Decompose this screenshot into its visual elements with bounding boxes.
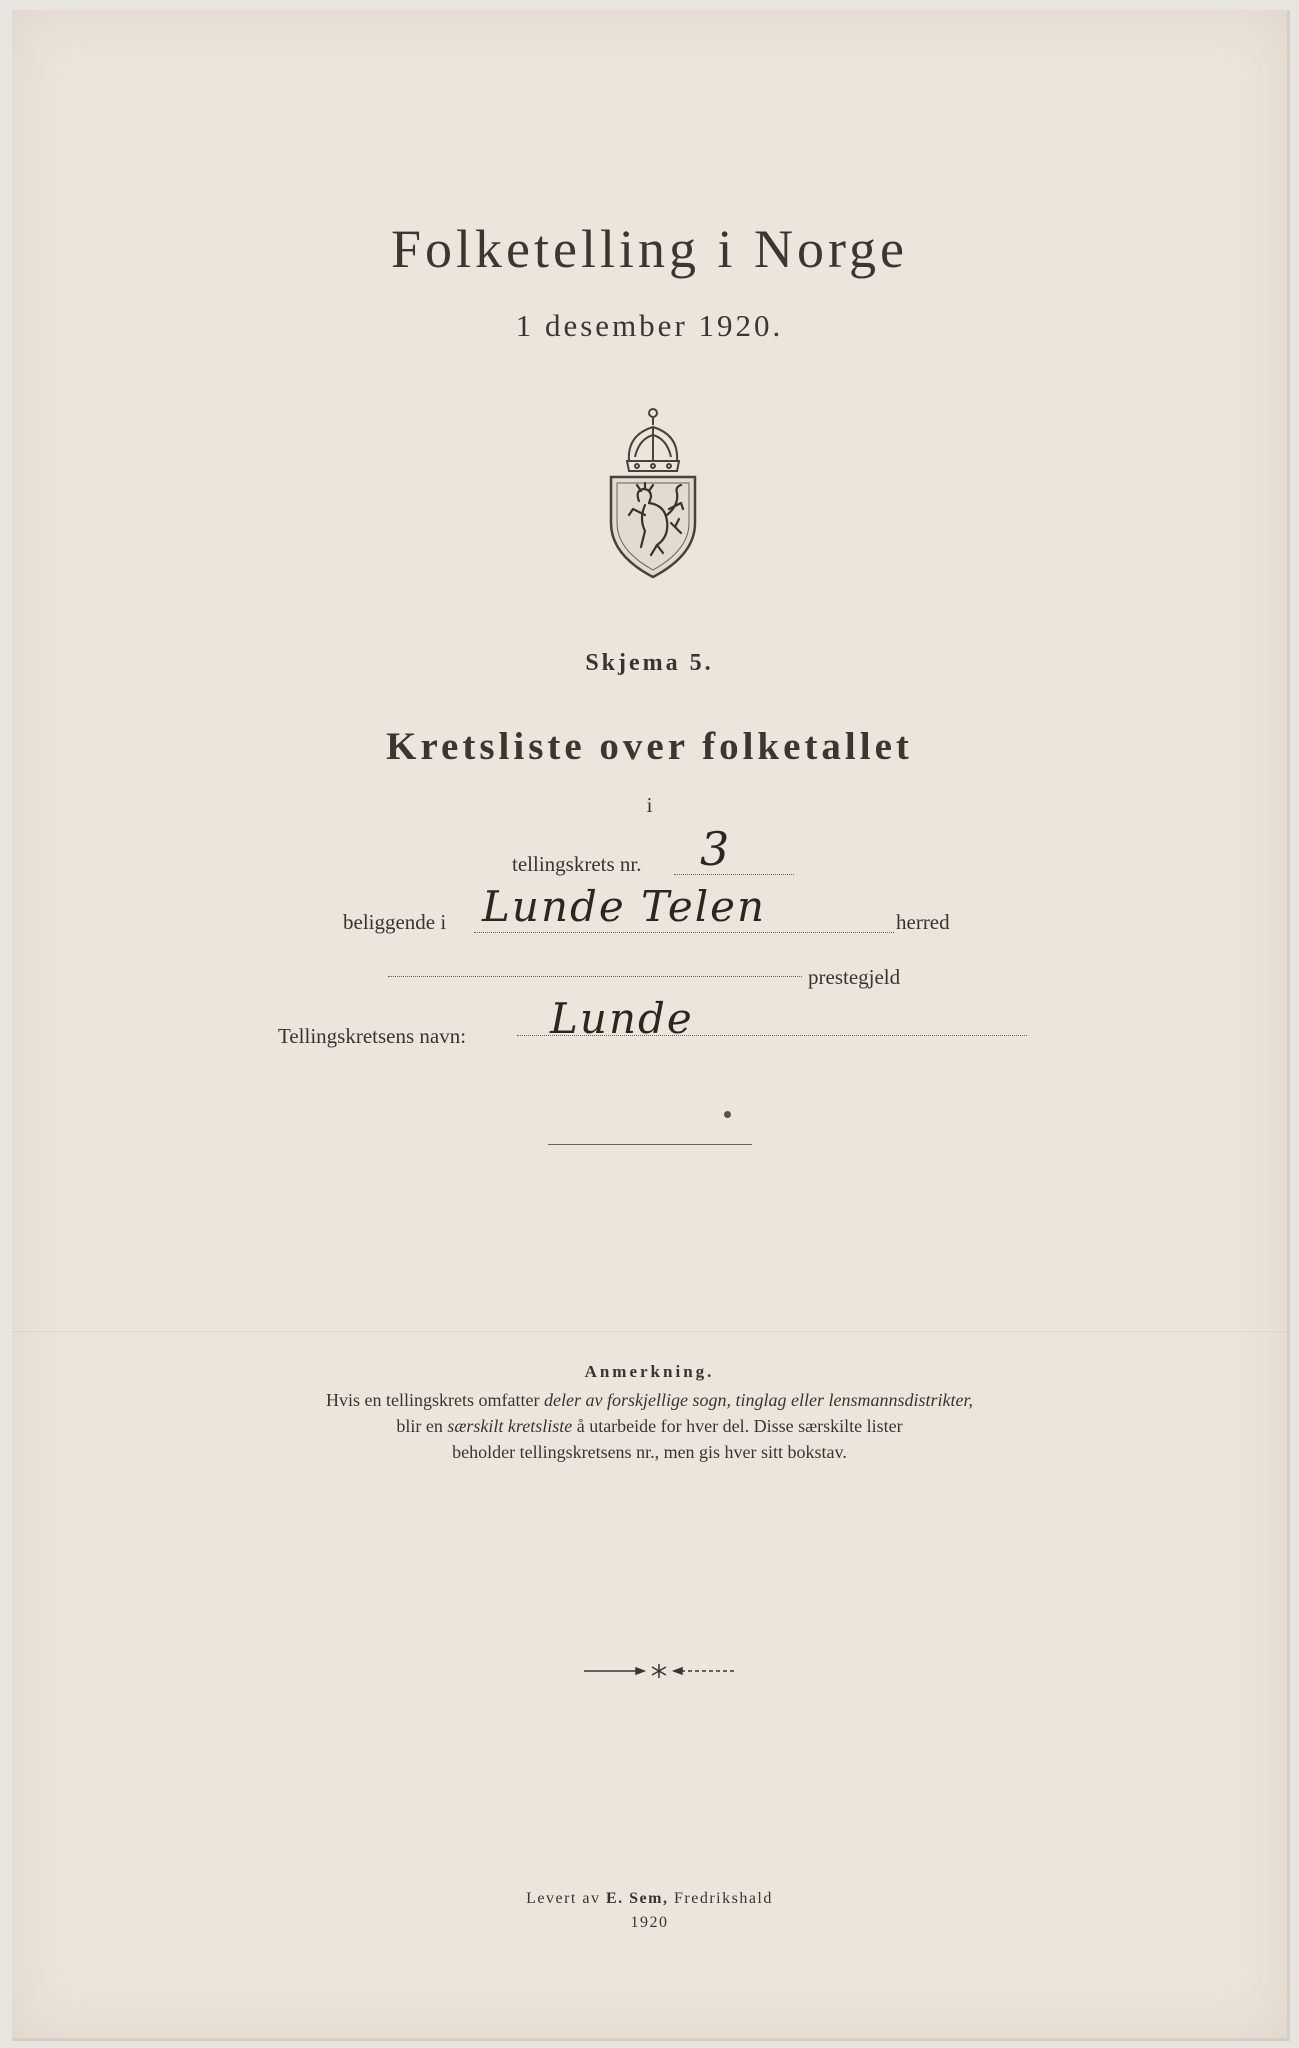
printer-city: Fredrikshald — [668, 1890, 773, 1907]
note-title: Anmerkning. — [584, 1362, 715, 1381]
document-date: 1 desember 1920. — [515, 308, 784, 343]
printer-credit-prefix: Levert av — [526, 1890, 606, 1907]
norwegian-coat-of-arms-icon — [605, 405, 701, 580]
census-form-page — [12, 10, 1290, 2041]
decorative-divider-icon — [584, 1663, 734, 1679]
printer-credit — [12, 1890, 1287, 1908]
note-line-2 — [12, 1416, 1287, 1437]
printer-year: 1920 — [630, 1914, 669, 1931]
krets-number-label: tellingskrets nr. — [512, 852, 642, 876]
herred-label: herred — [896, 910, 950, 934]
krets-name-value: Lunde — [550, 994, 694, 1043]
separator-rule — [548, 1144, 752, 1145]
note-line-2-italic: særskilt kretsliste — [447, 1416, 573, 1436]
krets-name-label: Tellingskretsens navn: — [278, 1024, 467, 1048]
note-line-2-plain-a: blir en — [396, 1416, 448, 1436]
prestegjeld-label: prestegjeld — [808, 965, 901, 989]
form-heading: Kretsliste over folketallet — [386, 725, 913, 768]
note-line-1 — [12, 1390, 1287, 1411]
note-line-1-italic: deler av forskjellige sogn, tinglag eller lensmannsdistrikter, — [544, 1390, 973, 1410]
document-title: Folketelling i Norge — [391, 219, 908, 279]
note-line-3: beholder tellingskretsens nr., men gis hver sitt bokstav. — [452, 1442, 847, 1462]
beliggende-line — [474, 932, 894, 933]
krets-number-value: 3 — [700, 822, 730, 876]
beliggende-label: beliggende i — [343, 910, 447, 934]
krets-number-line — [674, 874, 794, 875]
beliggende-value: Lunde Telen — [482, 882, 767, 931]
note-line-1-plain: Hvis en tellingskrets omfatter — [326, 1390, 544, 1410]
prestegjeld-line — [388, 976, 802, 977]
preposition-text: i — [646, 793, 653, 817]
paper-fold — [12, 1330, 1287, 1332]
schema-number: Skjema 5. — [585, 650, 714, 676]
printer-name: E. Sem, — [605, 1890, 669, 1907]
note-line-2-plain-b: å utarbeide for hver del. Disse særskilte lister — [572, 1416, 903, 1436]
ink-spot — [724, 1111, 731, 1118]
